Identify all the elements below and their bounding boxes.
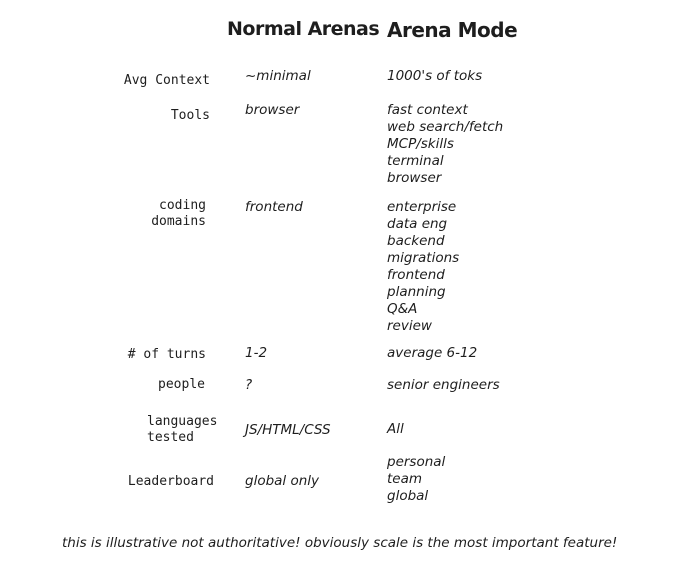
- list-item: frontend: [387, 267, 445, 283]
- normal-turns: 1-2: [245, 345, 268, 361]
- arena-languages: All: [387, 421, 404, 437]
- arena-mode-header: Arena Mode: [387, 18, 518, 42]
- list-item: enterprise: [387, 199, 457, 215]
- list-item: Q&A: [387, 301, 418, 317]
- list-item: migrations: [387, 250, 460, 266]
- list-item: web search/fetch: [387, 119, 504, 135]
- list-item: MCP/skills: [387, 136, 454, 152]
- arena-coding-domains-list: [387, 199, 459, 335]
- list-item: data eng: [387, 216, 448, 232]
- row-label-languages-tested: languages tested: [147, 414, 218, 445]
- normal-coding-domains: frontend: [245, 199, 303, 215]
- row-label-people: people: [158, 377, 205, 392]
- normal-tools: browser: [245, 102, 300, 118]
- arena-people: senior engineers: [387, 377, 500, 393]
- list-item: backend: [387, 233, 445, 249]
- row-label-turns: # of turns: [127, 347, 206, 362]
- list-item: planning: [387, 284, 446, 300]
- normal-avg-context: ~minimal: [245, 68, 311, 84]
- row-label-coding-domains: coding domains: [151, 198, 206, 229]
- list-item: personal: [387, 454, 446, 470]
- normal-languages: JS/HTML/CSS: [245, 422, 331, 438]
- list-item: team: [387, 471, 423, 487]
- arena-avg-context: 1000's of toks: [387, 68, 483, 84]
- list-item: fast context: [387, 102, 468, 118]
- arena-turns: average 6-12: [387, 345, 478, 361]
- list-item: global: [387, 488, 429, 504]
- list-item: browser: [387, 170, 442, 186]
- row-label-tools: Tools: [170, 108, 210, 123]
- footer-note: this is illustrative not authoritative! obviously scale is the most important feature!: [62, 535, 618, 551]
- normal-people: ?: [245, 377, 253, 393]
- list-item: terminal: [387, 153, 444, 169]
- row-label-leaderboard: Leaderboard: [127, 474, 214, 489]
- normal-leaderboard: global only: [245, 473, 320, 489]
- arena-tools-list: [387, 102, 503, 187]
- arena-leaderboard-list: [387, 454, 445, 505]
- row-label-avg-context: Avg Context: [123, 73, 210, 88]
- list-item: review: [387, 318, 432, 334]
- normal-arenas-header: Normal Arenas: [227, 18, 380, 40]
